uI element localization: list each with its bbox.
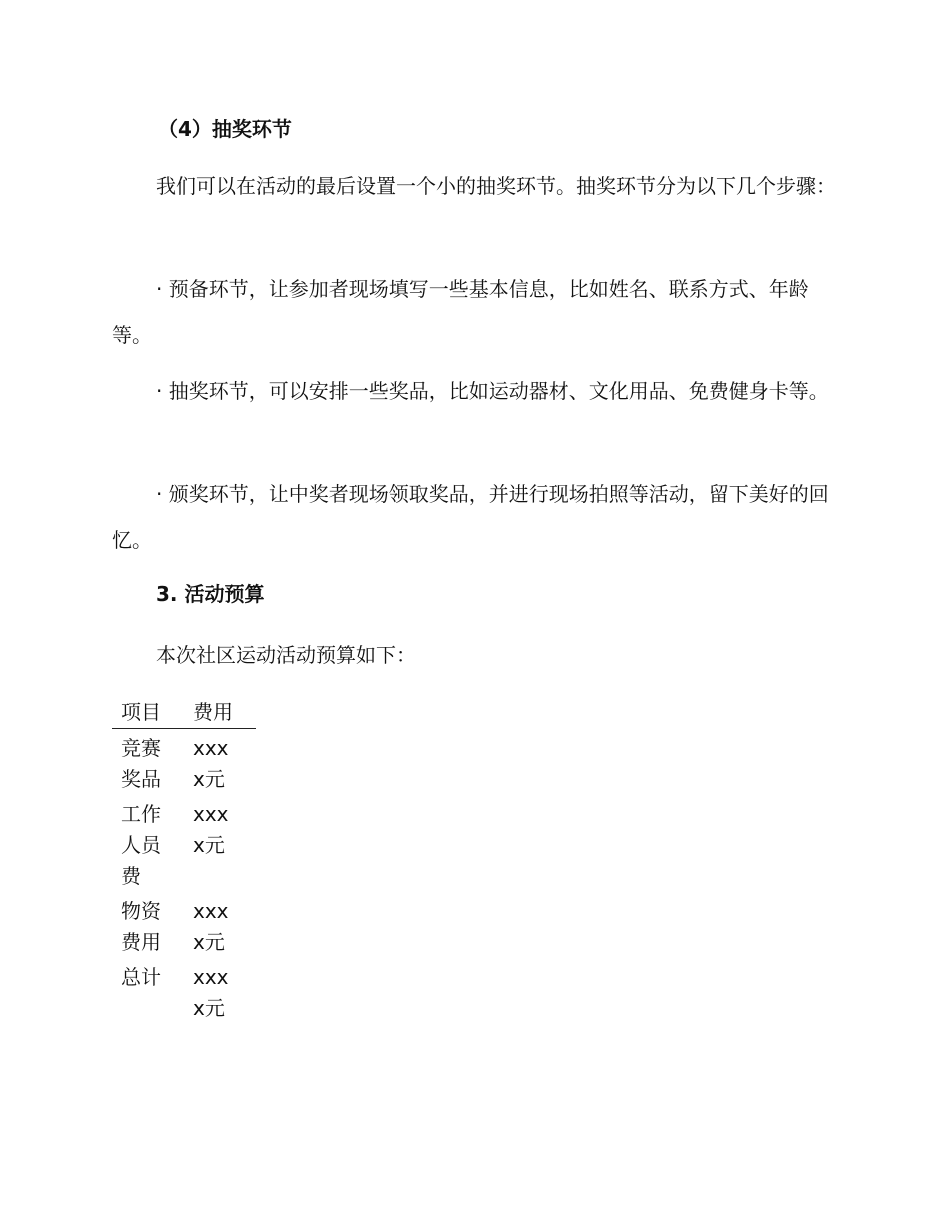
- budget-heading: 3. 活动预算: [156, 582, 265, 606]
- lottery-step-draw: · 抽奖环节，可以安排一些奖品，比如运动器材、文化用品、免费健身卡等。: [156, 379, 829, 403]
- table-cell-item: [112, 892, 184, 958]
- table-cell-cost-text: xxxx元: [193, 899, 229, 954]
- table-row: [112, 892, 256, 958]
- table-cell-item-text: 竞赛奖品: [121, 736, 161, 791]
- table-cell-cost: [184, 958, 256, 1024]
- table-cell-cost: [184, 892, 256, 958]
- table-row: [112, 729, 256, 796]
- table-cell-item: [112, 795, 184, 892]
- table-cell-cost-text: xxxx元: [193, 736, 229, 791]
- table-header-item: 项目: [112, 698, 184, 729]
- table-header-cost: 费用: [184, 698, 256, 729]
- table-header-row: [112, 698, 256, 729]
- table-cell-cost: [184, 795, 256, 892]
- table-cell-item: [112, 958, 184, 1024]
- table-cell-item: [112, 729, 184, 796]
- lottery-intro-paragraph: 我们可以在活动的最后设置一个小的抽奖环节。抽奖环节分为以下几个步骤：: [156, 174, 836, 198]
- table-cell-cost-text: xxxx元: [193, 965, 229, 1020]
- lottery-heading: （4）抽奖环节: [158, 117, 292, 141]
- table-cell-cost-text: xxxx元: [193, 802, 229, 857]
- table-cell-item-text: 物资费用: [121, 899, 161, 954]
- table-cell-item-text: 总计: [121, 965, 161, 989]
- table-cell-item-text: 工作人员费: [121, 802, 161, 888]
- table-cell-cost: [184, 729, 256, 796]
- table-row: [112, 795, 256, 892]
- lottery-step-prepare: · 预备环节，让参加者现场填写一些基本信息，比如姓名、联系方式、年龄等。: [112, 277, 809, 347]
- table-row: [112, 958, 256, 1024]
- budget-intro-paragraph: 本次社区运动活动预算如下：: [156, 643, 416, 667]
- budget-table: [112, 698, 256, 1024]
- lottery-step-award: · 颁奖环节，让中奖者现场领取奖品，并进行现场拍照等活动，留下美好的回忆。: [112, 482, 829, 552]
